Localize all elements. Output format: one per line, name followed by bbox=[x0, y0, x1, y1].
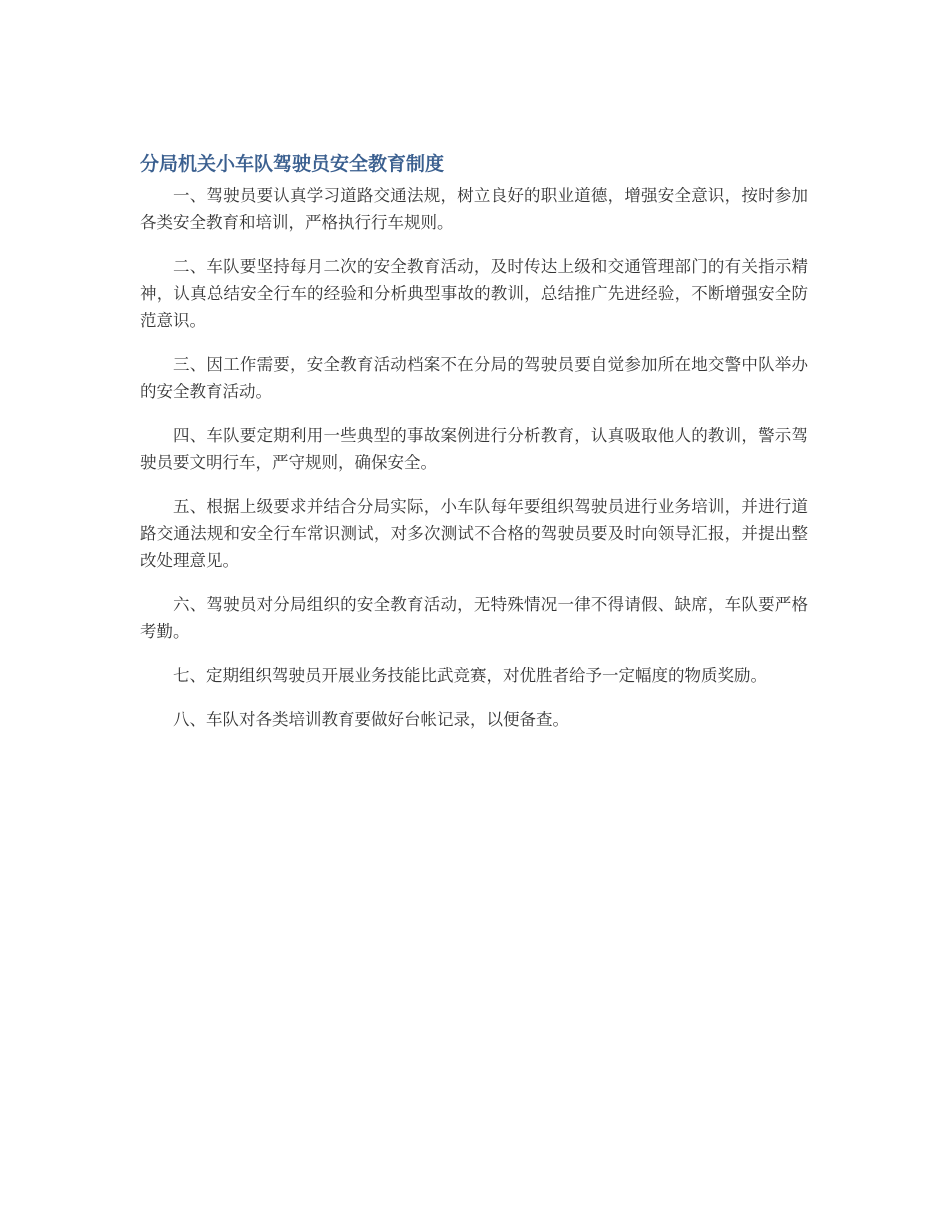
document-body bbox=[140, 150, 808, 750]
paragraph-3: 三、因工作需要，安全教育活动档案不在分局的驾驶员要自觉参加所在地交警中队举办的安全教育活动。 bbox=[140, 355, 808, 401]
paragraph-7: 七、定期组织驾驶员开展业务技能比武竞赛，对优胜者给予一定幅度的物质奖励。 bbox=[173, 666, 767, 685]
paragraph-2: 二、车队要坚持每月二次的安全教育活动，及时传达上级和交通管理部门的有关指示精神，认真总结安全行车的经验和分析典型事故的教训，总结推广先进经验，不断增强安全防范意识。 bbox=[140, 257, 808, 330]
document-title: 分局机关小车队驾驶员安全教育制度 bbox=[140, 153, 445, 175]
paragraph-8: 八、车队对各类培训教育要做好台帐记录，以便备查。 bbox=[173, 710, 569, 729]
paragraph-4: 四、车队要定期利用一些典型的事故案例进行分析教育，认真吸取他人的教训，警示驾驶员要文明行车，严守规则，确保安全。 bbox=[140, 426, 808, 472]
paragraph-6: 六、驾驶员对分局组织的安全教育活动，无特殊情况一律不得请假、缺席，车队要严格考勤。 bbox=[140, 595, 808, 641]
paragraph-5: 五、根据上级要求并结合分局实际，小车队每年要组织驾驶员进行业务培训，并进行道路交通法规和安全行车常识测试，对多次测试不合格的驾驶员要及时向领导汇报，并提出整改处理意见。 bbox=[140, 497, 808, 570]
paragraph-1: 一、驾驶员要认真学习道路交通法规，树立良好的职业道德，增强安全意识，按时参加各类安全教育和培训，严格执行行车规则。 bbox=[140, 186, 808, 232]
